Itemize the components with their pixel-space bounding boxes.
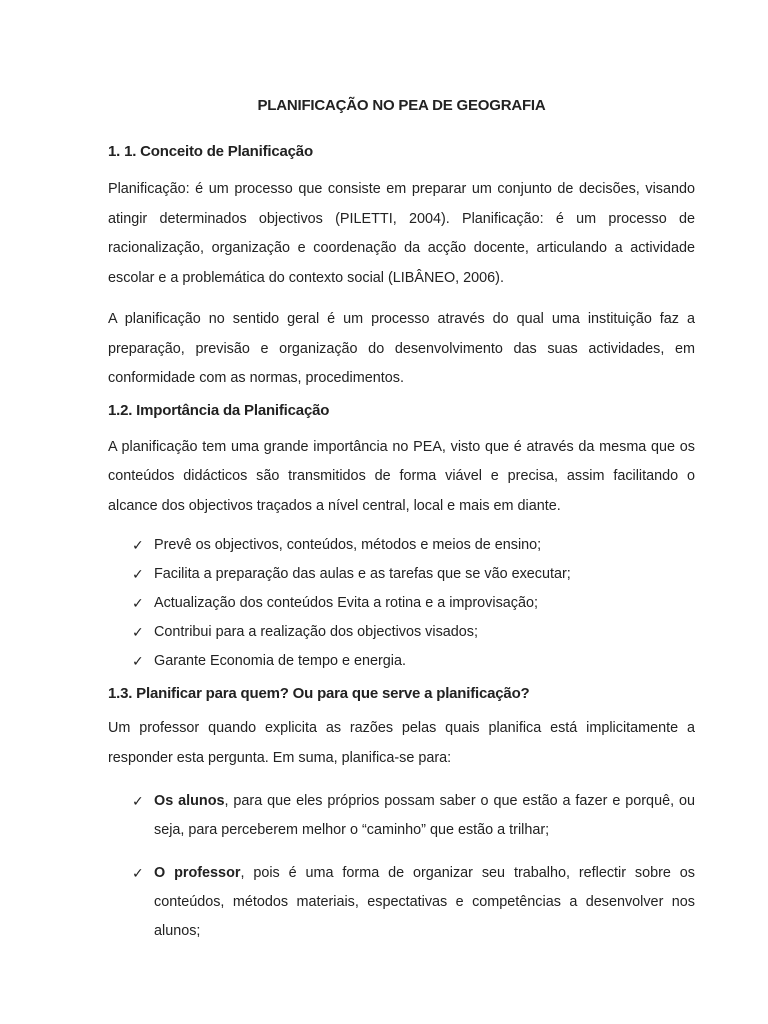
paragraph: A planificação no sentido geral é um processo através do qual uma instituição faz a preparação, previsão e organização do desenvolvimento das suas actividades, em conformidade com as normas, procedimentos. <box>108 311 695 386</box>
item-text: , pois é uma forma de organizar seu trabalho, reflectir sobre os conteúdos, métodos materiais, espectativas e competências a desenvolver nos alunos; <box>154 865 695 939</box>
paragraph: A planificação tem uma grande importância no PEA, visto que é através da mesma que os conteúdos didácticos são transmitidos de forma viável e precisa, assim facilitando o alcance dos objectivos traçados a nível central, local e mais em diante. <box>108 438 695 514</box>
list-item: ✓ Facilita a preparação das aulas e as tarefas que se vão executar; <box>108 560 695 589</box>
section-planificar-para-quem <box>108 684 695 946</box>
item-bold-label: Os alunos <box>154 793 225 809</box>
check-icon: ✓ <box>132 865 144 881</box>
list-item <box>108 859 695 946</box>
item-bold-label: O professor <box>154 865 241 881</box>
list-item: ✓ Garante Economia de tempo e energia. <box>108 647 695 676</box>
section-importancia <box>108 401 695 677</box>
section-conceito <box>108 142 695 394</box>
check-icon: ✓ <box>132 653 144 669</box>
list-item: ✓ Prevê os objectivos, conteúdos, métodos e meios de ensino; <box>108 531 695 560</box>
check-icon: ✓ <box>132 624 144 640</box>
document-page <box>108 96 695 946</box>
check-icon: ✓ <box>132 537 144 553</box>
item-text: , para que eles próprios possam saber o que estão a fazer e porquê, ou seja, para perceberem melhor o “caminho” que estão a trilhar; <box>154 793 695 838</box>
paragraph: Um professor quando explicita as razões pelas quais planifica está implicitamente a responder esta pergunta. Em suma, planifica-se para: <box>108 720 695 766</box>
section-heading: 1. 1. Conceito de Planificação <box>108 143 313 160</box>
section-heading: 1.3. Planificar para quem? Ou para que serve a planificação? <box>108 685 530 702</box>
checklist <box>108 531 695 676</box>
check-icon: ✓ <box>132 566 144 582</box>
paragraph: Planificação: é um processo que consiste em preparar um conjunto de decisões, visando atingir determinados objectivos (PILETTI, 2004). Planificação: é um processo de racionalização, organização e coordenação da acção docente, articulando a actividade escolar e a problemática do contexto social (LIBÂNEO, 2006). <box>108 181 695 286</box>
check-icon: ✓ <box>132 595 144 611</box>
section-heading: 1.2. Importância da Planificação <box>108 401 330 419</box>
list-item: ✓ Actualização dos conteúdos Evita a rotina e a improvisação; <box>108 589 695 618</box>
check-icon: ✓ <box>132 793 144 809</box>
list-item <box>108 787 695 845</box>
list-item: ✓ Contribui para a realização dos objectivos visados; <box>108 618 695 647</box>
document-title: PLANIFICAÇÃO NO PEA DE GEOGRAFIA <box>257 97 546 114</box>
